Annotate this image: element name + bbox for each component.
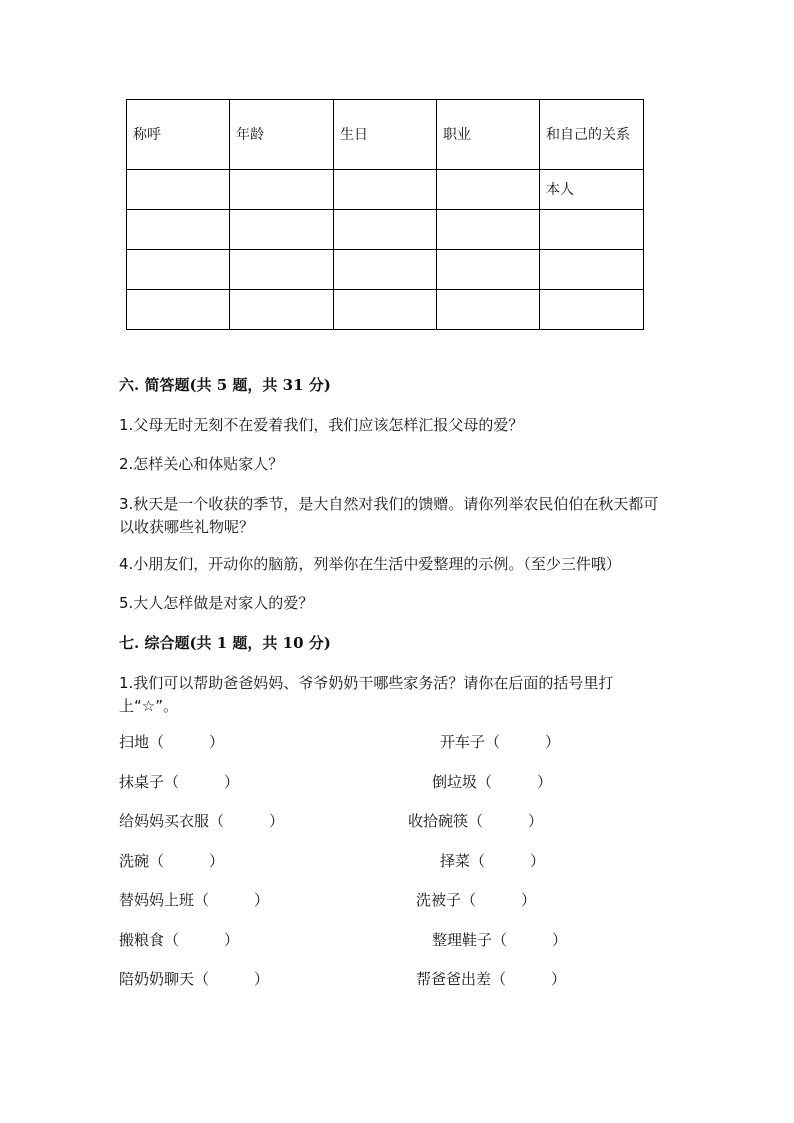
table-row xyxy=(127,290,644,330)
question-7-1: 1.我们可以帮助爸爸妈妈、爷爷奶奶干哪些家务活？请你在后面的括号里打上“☆”。 xyxy=(119,674,614,715)
table-cell: 本人 xyxy=(540,170,644,210)
table-cell xyxy=(127,210,230,250)
table-cell xyxy=(230,210,334,250)
table-cell xyxy=(230,290,334,330)
table-cell xyxy=(437,210,540,250)
table-cell xyxy=(334,170,437,210)
question-6-5: 5.大人怎样做是对家人的爱？ xyxy=(119,594,314,612)
table-cell xyxy=(127,250,230,290)
table-cell xyxy=(540,210,644,250)
chore-item-left: 陪奶奶聊天（ ） xyxy=(119,970,270,988)
table-header-cell: 生日 xyxy=(334,100,437,170)
table-header-cell: 和自己的关系 xyxy=(540,100,644,170)
chore-item-right: 倒垃圾（ ） xyxy=(432,773,553,791)
table-cell xyxy=(437,170,540,210)
table-cell xyxy=(437,250,540,290)
chore-item-right: 洗被子（ ） xyxy=(416,891,537,909)
chore-item-left: 扫地（ ） xyxy=(119,733,225,751)
question-6-3: 3.秋天是一个收获的季节，是大自然对我们的馈赠。请你列举农民伯伯在秋天都可以收获哪些礼物呢？ xyxy=(119,495,659,536)
table-cell xyxy=(334,210,437,250)
table-header-cell: 年龄 xyxy=(230,100,334,170)
table-header-cell: 称呼 xyxy=(127,100,230,170)
section-7-title: 七. 综合题(共 1 题，共 10 分) xyxy=(119,634,331,652)
question-6-1: 1.父母无时无刻不在爱着我们，我们应该怎样汇报父母的爱？ xyxy=(119,416,524,434)
chore-item-left: 洗碗（ ） xyxy=(119,852,225,870)
table-cell xyxy=(230,170,334,210)
table-header-row xyxy=(127,100,644,170)
table-row xyxy=(127,210,644,250)
chore-item-left: 抹桌子（ ） xyxy=(119,773,240,791)
table-cell xyxy=(540,290,644,330)
chore-item-right: 整理鞋子（ ） xyxy=(432,931,568,949)
table-row xyxy=(127,170,644,210)
chore-item-left: 替妈妈上班（ ） xyxy=(119,891,270,909)
table-cell xyxy=(334,250,437,290)
chore-item-right: 收拾碗筷（ ） xyxy=(408,812,544,830)
chore-item-right: 开车子（ ） xyxy=(440,733,561,751)
table-cell xyxy=(127,170,230,210)
chore-item-left: 搬粮食（ ） xyxy=(119,931,240,949)
question-6-4: 4.小朋友们，开动你的脑筋，列举你在生活中爱整理的示例。（至少三件哦） xyxy=(119,555,621,573)
table-row xyxy=(127,250,644,290)
family-info-table xyxy=(126,99,644,330)
chore-item-left: 给妈妈买衣服（ ） xyxy=(119,812,285,830)
table-cell xyxy=(437,290,540,330)
chore-item-right: 择菜（ ） xyxy=(440,852,546,870)
table-cell xyxy=(540,250,644,290)
table-cell xyxy=(230,250,334,290)
table-cell xyxy=(127,290,230,330)
chore-item-right: 帮爸爸出差（ ） xyxy=(416,970,567,988)
table-cell xyxy=(334,290,437,330)
question-6-2: 2.怎样关心和体贴家人？ xyxy=(119,455,284,473)
section-6-title: 六. 简答题(共 5 题，共 31 分) xyxy=(119,376,331,394)
table-header-cell: 职业 xyxy=(437,100,540,170)
